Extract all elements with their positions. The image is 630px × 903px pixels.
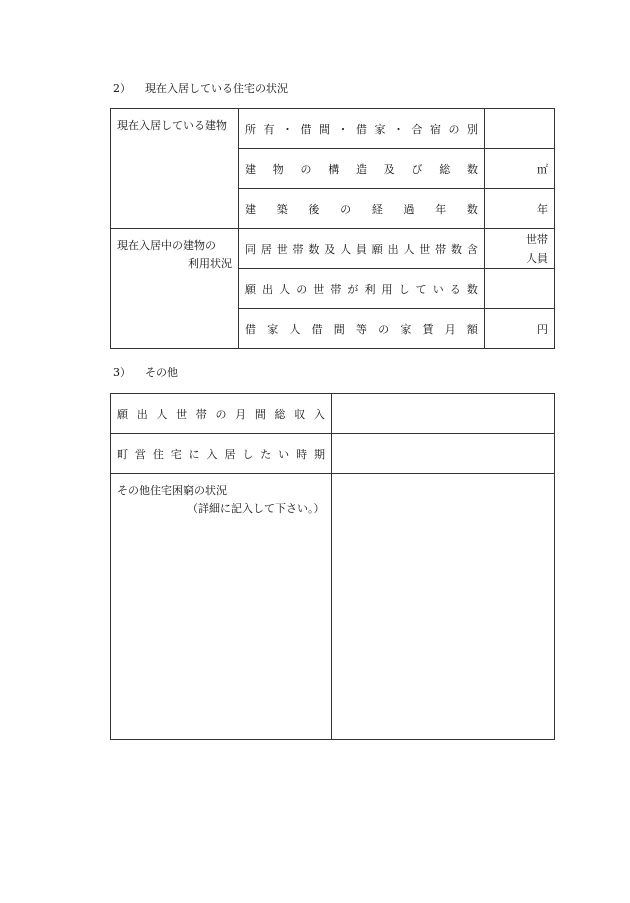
square-meter-unit: ㎡ bbox=[537, 162, 548, 176]
label-char: 間 bbox=[333, 322, 345, 336]
building-age-label bbox=[239, 189, 485, 229]
building-usage-label-line2: 利用状況 bbox=[188, 257, 232, 270]
label-char: 住 bbox=[152, 447, 164, 461]
housing-difficulty-title: その他住宅困窮の状況 bbox=[117, 484, 227, 497]
desired-move-in-label bbox=[111, 434, 332, 474]
building-usage-label-line1: 現在入居中の建物の bbox=[117, 239, 216, 252]
label-char: の bbox=[340, 202, 352, 216]
label-char: 世 bbox=[176, 407, 188, 421]
label-char: 宅 bbox=[170, 447, 182, 461]
label-char: 借 bbox=[300, 122, 312, 136]
yen-unit: 円 bbox=[537, 322, 548, 336]
monthly-income-label bbox=[111, 394, 332, 434]
label-char: 時 bbox=[296, 447, 308, 461]
household-unit: 世帯 bbox=[526, 232, 548, 246]
label-char: ・ bbox=[282, 122, 293, 136]
label-char: 合 bbox=[411, 122, 423, 136]
applicant-household-usage-field[interactable] bbox=[485, 269, 555, 309]
floor-area-field[interactable] bbox=[485, 149, 555, 189]
label-char: 用 bbox=[381, 282, 393, 296]
label-char: 帯 bbox=[292, 242, 304, 256]
label-char: 等 bbox=[355, 322, 367, 336]
current-building-label-text: 現在入居している建物 bbox=[117, 119, 227, 132]
monthly-income-field[interactable] bbox=[332, 394, 555, 434]
label-char: 出 bbox=[136, 407, 148, 421]
label-char: 借 bbox=[311, 322, 323, 336]
label-char: 居 bbox=[224, 447, 236, 461]
label-char: 所 bbox=[245, 122, 256, 136]
section-2-title: 現在入居している住宅の状況 bbox=[145, 82, 288, 95]
label-char: の bbox=[215, 407, 227, 421]
label-char: 経 bbox=[371, 202, 383, 216]
label-char: 人 bbox=[403, 242, 415, 256]
label-char: 別 bbox=[467, 122, 478, 136]
label-char: 居 bbox=[260, 242, 272, 256]
label-char: 後 bbox=[308, 202, 320, 216]
label-char: 物 bbox=[272, 162, 284, 176]
label-char: 借 bbox=[356, 122, 367, 136]
section-2-heading bbox=[113, 80, 288, 96]
label-char: 願 bbox=[245, 282, 256, 296]
label-char: 年 bbox=[435, 202, 447, 216]
label-char: の bbox=[378, 322, 390, 336]
building-structure-label bbox=[239, 149, 485, 189]
persons-unit: 人員 bbox=[526, 251, 548, 265]
label-char: の bbox=[300, 162, 312, 176]
label-char: 構 bbox=[328, 162, 340, 176]
label-char: 間 bbox=[319, 122, 330, 136]
label-char: 出 bbox=[387, 242, 399, 256]
label-char: が bbox=[347, 282, 359, 296]
housing-difficulty-note: （詳細に記入して下さい。） bbox=[187, 502, 325, 515]
building-usage-label bbox=[111, 229, 239, 349]
label-char: 帯 bbox=[195, 407, 207, 421]
label-char: 員 bbox=[355, 242, 367, 256]
label-char: 造 bbox=[356, 162, 367, 176]
label-char: 世 bbox=[313, 282, 325, 296]
other-info-table bbox=[110, 393, 555, 740]
label-char: い bbox=[278, 447, 290, 461]
label-char: 総 bbox=[274, 407, 286, 421]
label-char: 出 bbox=[262, 282, 274, 296]
current-building-label bbox=[111, 109, 239, 229]
building-age-field[interactable] bbox=[485, 189, 555, 229]
label-char: 宿 bbox=[430, 122, 441, 136]
cohabiting-households-label bbox=[239, 229, 485, 269]
label-char: 額 bbox=[466, 322, 478, 336]
label-char: 数 bbox=[466, 282, 478, 296]
label-char: 築 bbox=[276, 202, 288, 216]
label-char: 入 bbox=[206, 447, 218, 461]
label-char: 家 bbox=[267, 322, 279, 336]
label-char: 入 bbox=[313, 407, 325, 421]
label-char: 賃 bbox=[422, 322, 434, 336]
label-char: 月 bbox=[444, 322, 456, 336]
label-char: に bbox=[188, 447, 200, 461]
section-3-heading bbox=[113, 364, 178, 380]
label-char: 世 bbox=[419, 242, 431, 256]
label-char: 含 bbox=[466, 242, 478, 256]
monthly-rent-field[interactable] bbox=[485, 309, 555, 349]
label-char: 数 bbox=[308, 242, 320, 256]
label-char: 過 bbox=[403, 202, 415, 216]
label-char: い bbox=[432, 282, 444, 296]
label-char: ・ bbox=[393, 122, 404, 136]
label-char: 人 bbox=[156, 407, 168, 421]
label-char: 営 bbox=[134, 447, 146, 461]
label-char: 町 bbox=[117, 447, 128, 461]
desired-move-in-field[interactable] bbox=[332, 434, 555, 474]
label-char: 期 bbox=[313, 447, 325, 461]
label-char: て bbox=[415, 282, 427, 296]
label-char: 人 bbox=[289, 322, 301, 336]
label-char: 有 bbox=[263, 122, 275, 136]
label-char: 同 bbox=[245, 242, 256, 256]
monthly-rent-label bbox=[239, 309, 485, 349]
section-3-number: 3） bbox=[113, 366, 131, 379]
ownership-type-label bbox=[239, 109, 485, 149]
label-char: 家 bbox=[374, 122, 386, 136]
label-char: 建 bbox=[245, 202, 256, 216]
label-char: 人 bbox=[279, 282, 291, 296]
label-char: る bbox=[449, 282, 461, 296]
label-char: 及 bbox=[383, 162, 395, 176]
label-char: 総 bbox=[439, 162, 451, 176]
label-char: 世 bbox=[276, 242, 288, 256]
label-char: 帯 bbox=[435, 242, 447, 256]
housing-difficulty-field[interactable] bbox=[332, 474, 555, 740]
label-char: 帯 bbox=[330, 282, 342, 296]
label-char: し bbox=[398, 282, 410, 296]
label-char: 家 bbox=[400, 322, 412, 336]
label-char: し bbox=[242, 447, 254, 461]
label-char: 願 bbox=[371, 242, 383, 256]
year-unit: 年 bbox=[537, 202, 548, 216]
cohabiting-households-field[interactable] bbox=[485, 229, 555, 269]
label-char: 数 bbox=[467, 162, 478, 176]
label-char: 収 bbox=[294, 407, 306, 421]
label-char: 数 bbox=[450, 242, 462, 256]
label-char: 間 bbox=[254, 407, 266, 421]
label-char: の bbox=[296, 282, 308, 296]
label-char: た bbox=[260, 447, 272, 461]
label-char: 数 bbox=[466, 202, 478, 216]
label-char: 月 bbox=[235, 407, 247, 421]
label-char: 人 bbox=[340, 242, 352, 256]
label-char: 建 bbox=[245, 162, 256, 176]
ownership-type-field[interactable] bbox=[485, 109, 555, 149]
label-char: び bbox=[411, 162, 423, 176]
housing-difficulty-label bbox=[111, 474, 332, 740]
applicant-household-usage-label bbox=[239, 269, 485, 309]
section-2-number: 2） bbox=[113, 82, 131, 95]
label-char: 利 bbox=[364, 282, 376, 296]
label-char: 願 bbox=[117, 407, 128, 421]
section-3-title: その他 bbox=[145, 366, 178, 379]
label-char: ・ bbox=[337, 122, 349, 136]
label-char: 借 bbox=[245, 322, 256, 336]
housing-status-table bbox=[110, 108, 555, 349]
label-char: の bbox=[448, 122, 460, 136]
label-char: 及 bbox=[324, 242, 336, 256]
